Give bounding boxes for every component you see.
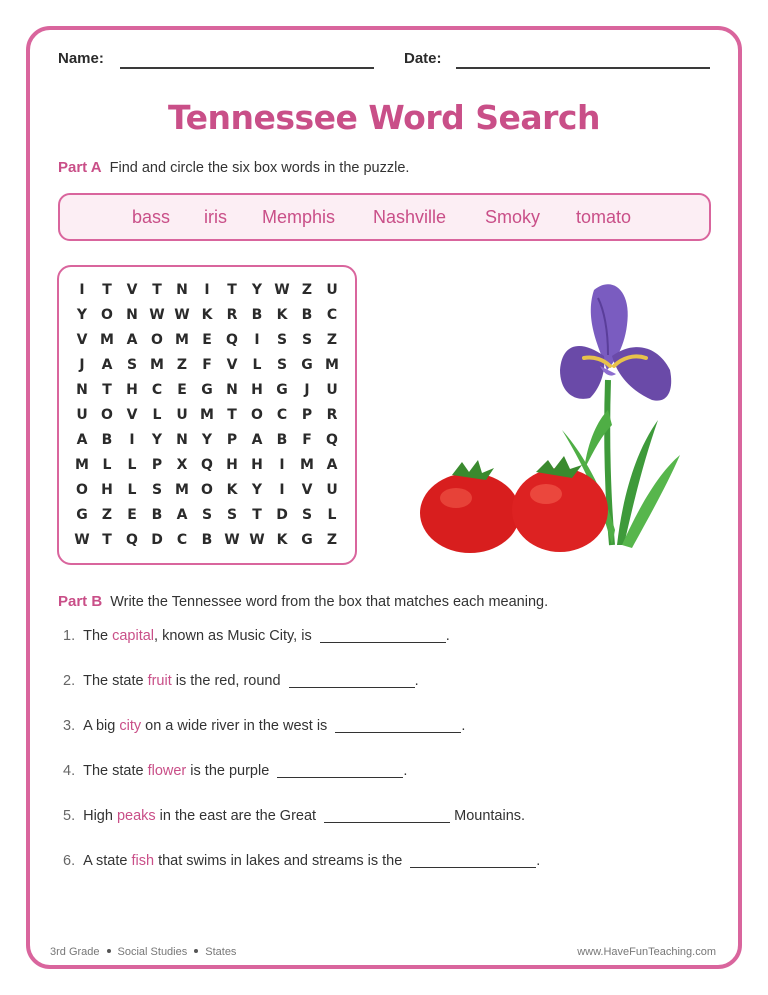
grid-letter[interactable]: E [177, 382, 187, 398]
grid-letter[interactable]: Y [201, 432, 213, 448]
question-keyword: capital [112, 628, 155, 644]
grid-letter[interactable]: U [176, 407, 188, 423]
question-end: . [403, 763, 408, 779]
question-number: 5. [63, 808, 76, 824]
grid-letter[interactable]: W [174, 307, 190, 323]
grid-letter[interactable]: A [326, 457, 338, 473]
grid-letter[interactable]: N [226, 382, 238, 398]
answer-blank[interactable] [277, 764, 403, 778]
grid-letter[interactable]: N [126, 307, 138, 323]
word-bank-item: iris [204, 207, 227, 227]
grid-letter[interactable]: Q [326, 432, 338, 448]
word-bank-item: Memphis [262, 207, 336, 227]
grid-letter[interactable]: S [151, 482, 163, 498]
grid-letter[interactable]: A [251, 432, 263, 448]
grid-letter[interactable]: S [301, 332, 313, 348]
grid-letter[interactable]: Q [201, 457, 213, 473]
footer-breadcrumb [50, 946, 236, 958]
answer-blank[interactable] [410, 854, 536, 868]
grid-letter[interactable]: B [201, 532, 213, 548]
answer-blank[interactable] [289, 674, 415, 688]
grid-letter[interactable]: A [126, 332, 138, 348]
grid-letter[interactable]: Z [326, 532, 338, 548]
name-date-row [58, 50, 710, 74]
date-label: Date: [404, 50, 442, 67]
grid-letter[interactable]: U [76, 407, 88, 423]
grid-letter[interactable]: W [224, 532, 240, 548]
answer-blank[interactable] [320, 629, 446, 643]
grid-letter[interactable]: S [226, 507, 238, 523]
question-text: on a wide river in the west is [141, 718, 332, 734]
grid-letter[interactable]: C [151, 382, 163, 398]
grid-letter[interactable]: B [151, 507, 163, 523]
grid-letter[interactable]: C [176, 532, 188, 548]
question-text: The [83, 628, 113, 644]
grid-letter[interactable]: X [176, 457, 188, 473]
grid-letter[interactable]: K [276, 532, 288, 548]
part-b-heading [58, 593, 548, 610]
grid-letter[interactable]: W [149, 307, 165, 323]
question-text: The state [83, 763, 148, 779]
grid-letter[interactable]: P [226, 432, 238, 448]
part-b-instruction: Write the Tennessee word from the box that matches each meaning. [110, 594, 549, 610]
question-number: 3. [63, 718, 76, 734]
part-a-heading [58, 159, 409, 176]
grid-letter[interactable]: H [126, 382, 138, 398]
grid-letter[interactable]: B [251, 307, 263, 323]
grid-letter[interactable]: M [325, 357, 339, 373]
question-keyword: fruit [147, 673, 172, 689]
word-bank-item: Smoky [485, 207, 541, 227]
name-label: Name: [58, 50, 104, 67]
grid-letter[interactable]: K [226, 482, 238, 498]
question-text: is the red, round [171, 673, 285, 689]
question-keyword: city [119, 718, 142, 734]
word-bank-box [58, 193, 711, 241]
grid-letter[interactable]: T [227, 407, 237, 423]
grid-letter[interactable]: B [101, 432, 113, 448]
grid-letter[interactable]: T [152, 282, 162, 298]
question-2 [63, 673, 419, 689]
grid-letter[interactable]: U [326, 482, 338, 498]
grid-letter[interactable]: M [100, 332, 114, 348]
grid-letter[interactable]: H [251, 457, 263, 473]
grid-letter[interactable]: E [202, 332, 212, 348]
grid-letter[interactable]: S [276, 357, 288, 373]
question-text: High [83, 808, 117, 824]
grid-letter[interactable]: V [226, 357, 238, 373]
grid-letter[interactable]: L [152, 407, 162, 423]
question-number: 2. [63, 673, 76, 689]
grid-letter[interactable]: L [127, 482, 137, 498]
grid-letter[interactable]: M [150, 357, 164, 373]
grid-letter[interactable]: T [102, 532, 112, 548]
question-text: A state [83, 853, 132, 869]
grid-letter[interactable]: I [279, 482, 285, 498]
footer-grade: 3rd Grade [50, 946, 100, 958]
grid-letter[interactable]: Z [326, 332, 338, 348]
word-bank-item: tomato [576, 207, 632, 227]
grid-letter[interactable]: C [276, 407, 288, 423]
footer-website[interactable]: www.HaveFunTeaching.com [577, 946, 716, 958]
question-3 [63, 718, 465, 734]
grid-letter[interactable]: I [279, 457, 285, 473]
grid-letter[interactable]: S [201, 507, 213, 523]
grid-letter[interactable]: V [301, 482, 313, 498]
grid-letter[interactable]: H [101, 482, 113, 498]
grid-letter[interactable]: D [151, 532, 163, 548]
grid-letter[interactable]: Q [226, 332, 238, 348]
date-input-line[interactable] [456, 67, 710, 69]
question-number: 1. [63, 628, 76, 644]
question-text: is the purple [186, 763, 274, 779]
word-search-grid[interactable] [57, 265, 357, 565]
grid-letter[interactable]: P [301, 407, 313, 423]
grid-letter[interactable]: M [300, 457, 314, 473]
grid-letter[interactable]: M [200, 407, 214, 423]
question-keyword: peaks [116, 808, 156, 824]
grid-letter[interactable]: J [304, 382, 310, 398]
grid-letter[interactable]: T [227, 282, 237, 298]
grid-letter[interactable]: Z [176, 357, 188, 373]
bullet-dot-icon [107, 949, 111, 953]
grid-letter[interactable]: B [276, 432, 288, 448]
grid-letter[interactable]: Q [126, 532, 138, 548]
grid-letter[interactable]: M [175, 332, 189, 348]
grid-letter[interactable]: L [327, 507, 337, 523]
grid-letter[interactable]: W [249, 532, 265, 548]
grid-letter[interactable]: I [79, 282, 85, 298]
grid-letter[interactable]: Z [301, 282, 313, 298]
question-end: . [414, 673, 419, 689]
question-keyword: flower [147, 763, 187, 779]
question-keyword: fish [131, 853, 155, 869]
question-text: in the east are the Great [155, 808, 321, 824]
grid-letter[interactable]: S [126, 357, 138, 373]
grid-letter[interactable]: D [276, 507, 288, 523]
question-6 [63, 853, 540, 869]
question-text: The state [83, 673, 148, 689]
grid-letter[interactable]: A [176, 507, 188, 523]
grid-letter[interactable]: A [101, 357, 113, 373]
grid-letter[interactable]: A [76, 432, 88, 448]
grid-letter[interactable]: R [326, 407, 338, 423]
grid-letter[interactable]: G [201, 382, 213, 398]
footer-topic: States [205, 946, 237, 958]
grid-letter[interactable]: J [79, 357, 85, 373]
tomato-icon [420, 456, 608, 553]
grid-letter[interactable]: U [326, 382, 338, 398]
grid-letter[interactable]: E [127, 507, 137, 523]
grid-letter[interactable]: V [76, 332, 88, 348]
grid-letter[interactable]: G [76, 507, 88, 523]
grid-letter[interactable]: M [75, 457, 89, 473]
grid-letter[interactable]: K [201, 307, 213, 323]
question-5 [63, 808, 525, 824]
grid-letter[interactable]: O [101, 307, 113, 323]
grid-letter[interactable]: N [176, 432, 188, 448]
part-a-instruction: Find and circle the six box words in the puzzle. [109, 160, 410, 176]
word-bank-item: Nashville [373, 207, 447, 227]
grid-letter[interactable]: T [252, 507, 262, 523]
grid-letter[interactable]: F [302, 432, 312, 448]
grid-letter[interactable]: O [76, 482, 88, 498]
question-text: that swims in lakes and streams is the [154, 853, 407, 869]
grid-letter[interactable]: Y [151, 432, 163, 448]
grid-letter[interactable]: M [175, 482, 189, 498]
question-end: . [461, 718, 466, 734]
part-a-label: Part A [58, 159, 102, 176]
grid-letter[interactable]: C [326, 307, 338, 323]
grid-letter[interactable]: R [226, 307, 238, 323]
grid-letter[interactable]: Y [251, 282, 263, 298]
grid-letter[interactable]: I [129, 432, 135, 448]
grid-letter[interactable]: U [326, 282, 338, 298]
grid-letter[interactable]: O [201, 482, 213, 498]
grid-letter[interactable]: S [301, 507, 313, 523]
question-number: 6. [63, 853, 76, 869]
page-title: Tennessee Word Search [168, 98, 600, 137]
grid-letter[interactable]: K [276, 307, 288, 323]
question-number: 4. [63, 763, 76, 779]
grid-letter[interactable]: W [74, 532, 90, 548]
grid-letter[interactable]: B [301, 307, 313, 323]
word-bank-item: bass [132, 207, 171, 227]
answer-blank[interactable] [335, 719, 461, 733]
bullet-dot-icon [194, 949, 198, 953]
grid-letter[interactable]: V [126, 407, 138, 423]
footer-subject: Social Studies [117, 946, 188, 958]
part-b-label: Part B [58, 593, 103, 610]
grid-letter[interactable]: S [276, 332, 288, 348]
grid-letter[interactable]: O [151, 332, 163, 348]
grid-letter[interactable]: T [102, 282, 112, 298]
tomato-and-iris-illustration [412, 270, 712, 560]
question-end: . [445, 628, 450, 644]
grid-letter[interactable]: Y [251, 482, 263, 498]
grid-letter[interactable]: P [151, 457, 163, 473]
question-end: Mountains. [450, 808, 526, 824]
grid-letter[interactable]: L [102, 457, 112, 473]
question-4 [63, 763, 407, 779]
question-text: , known as Music City, is [154, 628, 316, 644]
question-1 [63, 628, 450, 644]
grid-letter[interactable]: G [301, 357, 313, 373]
grid-letter[interactable]: O [101, 407, 113, 423]
grid-letter[interactable]: W [274, 282, 290, 298]
grid-letter[interactable]: N [76, 382, 88, 398]
grid-letter[interactable]: L [252, 357, 262, 373]
grid-letter[interactable]: N [176, 282, 188, 298]
grid-letter[interactable]: G [276, 382, 288, 398]
question-end: . [536, 853, 541, 869]
grid-letter[interactable]: H [226, 457, 238, 473]
grid-letter[interactable]: V [126, 282, 138, 298]
grid-letter[interactable]: I [254, 332, 260, 348]
grid-letter[interactable]: T [102, 382, 112, 398]
name-input-line[interactable] [120, 67, 374, 69]
grid-letter[interactable]: G [301, 532, 313, 548]
grid-letter[interactable]: O [251, 407, 263, 423]
grid-letter[interactable]: H [251, 382, 263, 398]
grid-letter[interactable]: L [127, 457, 137, 473]
grid-letter[interactable]: Y [76, 307, 88, 323]
grid-letter[interactable]: F [202, 357, 212, 373]
answer-blank[interactable] [324, 809, 450, 823]
question-text: A big [83, 718, 120, 734]
grid-letter[interactable]: Z [101, 507, 113, 523]
grid-letter[interactable]: I [204, 282, 210, 298]
